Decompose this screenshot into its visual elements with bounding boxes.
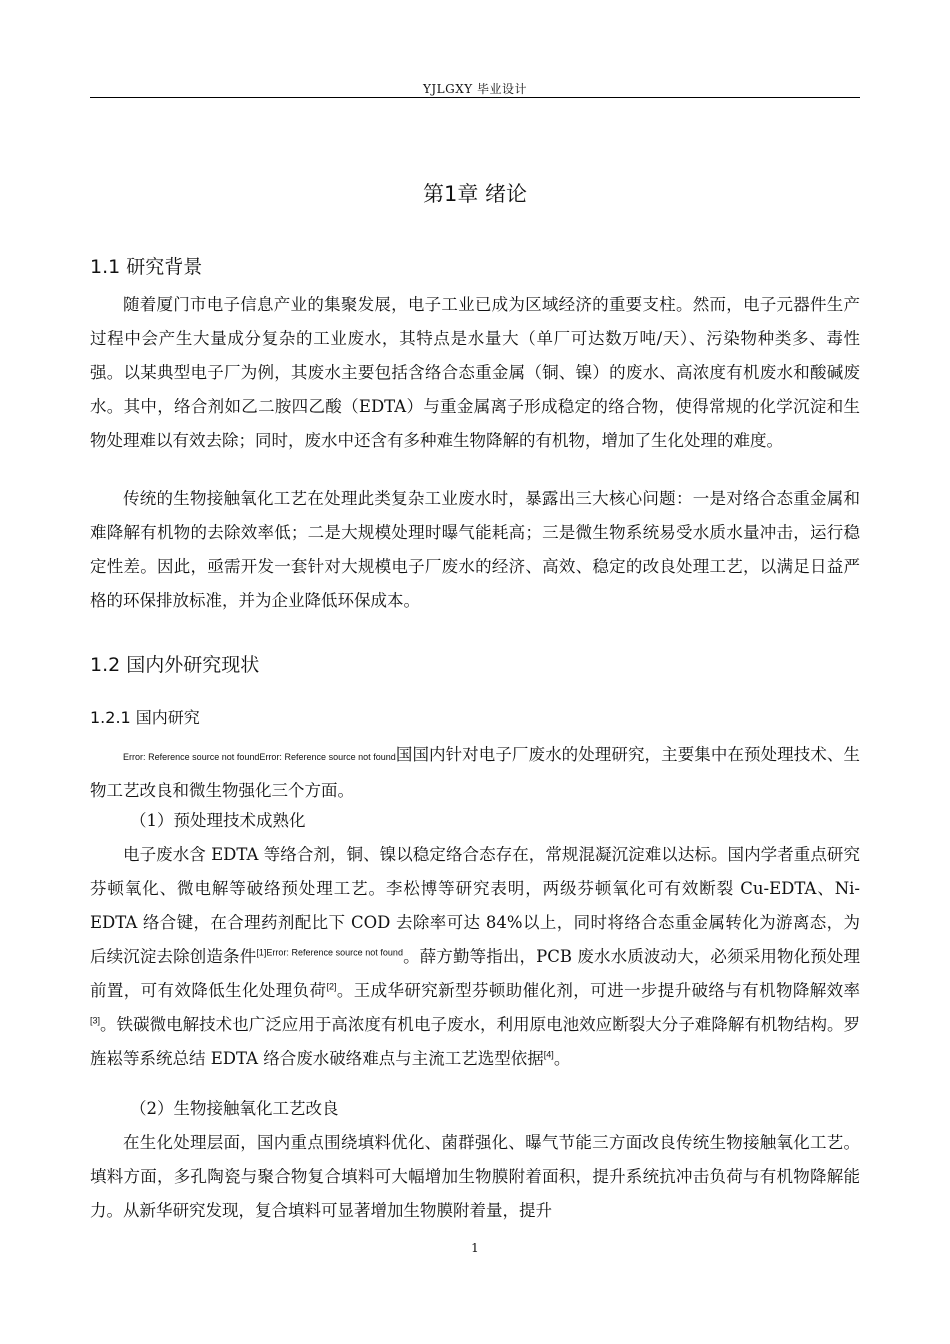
page-number: 1 (471, 1241, 479, 1255)
paragraph-background-1: 随着厦门市电子信息产业的集聚发展，电子工业已成为区域经济的重要支柱。然而，电子元器件生产过程中会产生大量成分复杂的工业废水，其特点是水量大（单厂可达数万吨/天）、污染物种类多、毒性强。以某典型电子厂为例，其废水主要包括含络合态重金属（铜、镍）的废水、高浓度有机废水和酸碱废水。其中，络合剂如乙二胺四乙酸（EDTA）与重金属离子形成稳定的络合物，使得常规的化学沉淀和生物处理难以有效去除；同时，废水中还含有多种难生物降解的有机物，增加了生化处理的难度。 (90, 295, 860, 450)
chapter-title: 第1章 绪论 (422, 182, 528, 206)
text-run: 。 (553, 1049, 571, 1068)
section-heading-1-1: 1.1 研究背景 (90, 256, 203, 278)
list-item-pretreatment: （1）预处理技术成熟化 (130, 811, 306, 830)
citation: [4] (543, 1049, 554, 1060)
citation (256, 948, 403, 958)
text-run: 。王成华研究新型芬顿助催化剂，可进一步提升破络与有机物降解效率 (336, 981, 861, 1000)
page-header: YJLGXY 毕业设计 (422, 82, 528, 96)
list-item-bio-oxidation: （2）生物接触氧化工艺改良 (130, 1099, 339, 1118)
paragraph-domestic-intro (90, 738, 860, 808)
intro-text: 国国内针对电子厂废水的处理研究，主要集中在预处理技术、生物工艺改良和微生物强化三个方面。 (90, 745, 860, 800)
citation-number: [1] (256, 947, 267, 958)
paragraph-bio-oxidation: 在生化处理层面，国内重点围绕填料优化、菌群强化、曝气节能三方面改良传统生物接触氧化工艺。填料方面，多孔陶瓷与聚合物复合填料可大幅增加生物膜附着面积，提升系统抗冲击负荷与有机物降解能力。从新华研究发现，复合填料可显著增加生物膜附着量，提升 (90, 1133, 860, 1220)
reference-error-text: Error: Reference source not found (266, 947, 403, 958)
text-run: 。薛方勤等指出，PCB 废水水质波动大，必须采用物化预处理前置，可有效降低生化处理负荷 (90, 947, 860, 1000)
citation: [3] (90, 1015, 101, 1026)
paragraph-pretreatment (90, 838, 860, 1076)
section-heading-1-2: 1.2 国内外研究现状 (90, 654, 260, 676)
reference-error-text: Error: Reference source not foundError: Reference source not found (123, 752, 396, 762)
text-run: 电子废水含 EDTA 等络合剂，铜、镍以稳定络合态存在，常规混凝沉淀难以达标。国内学者重点研究芬顿氧化、微电解等破络预处理工艺。李松博等研究表明，两级芬顿氧化可有效断裂 Cu-EDTA、Ni-EDTA 络合键，在合理药剂配比下 COD 去除率可达 84%以上，同时将络合态重金属转化为游离态，为后续沉淀去除创造条件 (90, 845, 860, 966)
header-rule (90, 97, 860, 98)
paragraph-background-2: 传统的生物接触氧化工艺在处理此类复杂工业废水时，暴露出三大核心问题：一是对络合态重金属和难降解有机物的去除效率低；二是大规模处理时曝气能耗高；三是微生物系统易受水质水量冲击，运行稳定性差。因此，亟需开发一套针对大规模电子厂废水的经济、高效、稳定的改良处理工艺，以满足日益严格的环保排放标准，并为企业降低环保成本。 (90, 489, 860, 610)
citation: [2] (326, 981, 337, 992)
text-run: 。铁碳微电解技术也广泛应用于高浓度有机电子废水，利用原电池效应断裂大分子难降解有机物结构。罗旌崧等系统总结 EDTA 络合废水破络难点与主流工艺选型依据 (90, 1015, 860, 1068)
subsection-heading-1-2-1: 1.2.1 国内研究 (90, 708, 200, 727)
